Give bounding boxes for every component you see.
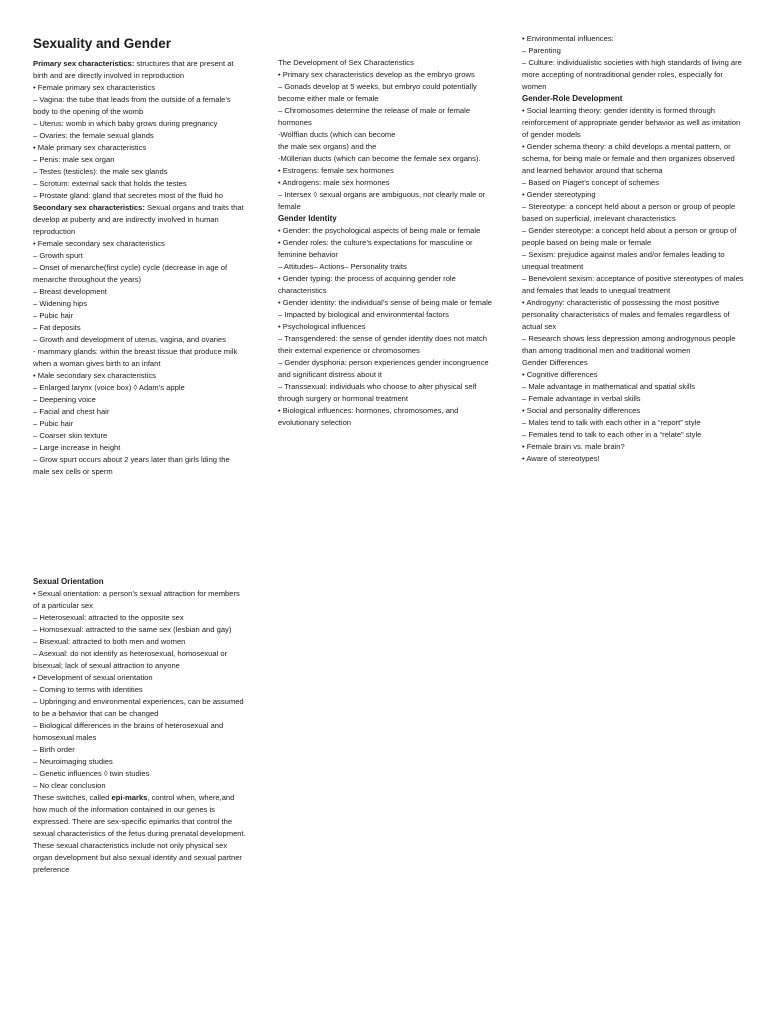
text-line: • Social learning theory: gender identity is formed through reinforcement of appropriate gender behavior as well as imitation of gender models (522, 106, 741, 139)
text-line: – Grow spurt occurs about 2 years later than girls lding the male sex cells or sperm (33, 455, 230, 476)
epimarks-post: , control when, where,and how much of the information contained in our genes is expressed. There are sex-specific epimarks that control the sexual characteristics of the fetus during prenatal development. These sexual characteristics include not only physical sex organ development but also sexual identity and sexual partner preference (33, 793, 246, 874)
text-line: • Androgyny: characteristic of possessing the most positive personality characteristics of males and females regardless of actual sex (522, 298, 730, 331)
text-line: – Birth order (33, 745, 75, 754)
text-line: – Scrotum: external sack that holds the testes (33, 179, 187, 188)
text-line: – Heterosexual: attracted to the opposite sex (33, 613, 184, 622)
page-title: Sexuality and Gender (33, 36, 172, 51)
text-line: • Social and personality differences (522, 406, 641, 415)
text-line: – Penis: male sex organ (33, 155, 115, 164)
text-line: • Estrogens: female sex hormones (278, 166, 394, 175)
secondary-sex-term: Secondary sex characteristics: (33, 203, 145, 212)
text-line: – Females tend to talk to each other in a “relate” style (522, 430, 702, 439)
text-line: – Impacted by biological and environmental factors (278, 310, 449, 319)
text-line: – Male advantage in mathematical and spatial skills (522, 382, 696, 391)
gender-identity-list (278, 225, 493, 429)
text-line: • Male primary sex characteristics (33, 143, 147, 152)
text-line: – Research shows less depression among androgynous people than among traditional men and traditional women (522, 334, 736, 355)
text-line: – Homosexual: attracted to the same sex (lesbian and gay) (33, 625, 232, 634)
text-line: • Male secondary sex characteristics (33, 371, 156, 380)
sexual-orientation-heading: Sexual Orientation (33, 577, 104, 586)
text-line: – Bisexual: attracted to both men and women (33, 637, 186, 646)
text-line: – Prostate gland: gland that secretes most of the fluid ho (33, 191, 223, 200)
text-line: – Attitudes– Actions– Personality traits (278, 262, 407, 271)
text-line: • Psychological influences (278, 322, 366, 331)
secondary-sex-list (33, 238, 248, 478)
column-4 (33, 576, 248, 876)
text-line: – Gonads develop at 5 weeks, but embryo could potentially become either male or female (278, 82, 477, 103)
text-line: – Coarser skin texture (33, 431, 108, 440)
text-line: – Culture: individualistic societies with high standards of living are more accepting of nontraditional gender roles, especially for women (522, 58, 742, 91)
text-line: – Female advantage in verbal skills (522, 394, 641, 403)
text-line: • Female brain vs. male brain? (522, 442, 625, 451)
text-line: • Gender stereotyping (522, 190, 596, 199)
secondary-sex-paragraph (33, 202, 248, 238)
primary-sex-definition: structures that are present at birth and are directly involved in reproduction (33, 59, 234, 80)
text-line: • Gender identity: the individual’s sense of being male or female (278, 298, 493, 307)
epimarks-pre: These switches, called (33, 793, 112, 802)
primary-sex-paragraph (33, 58, 248, 82)
text-line: - mammary glands: within the breast tissue that produce milk when a woman gives birth to an infant (33, 347, 238, 368)
text-line: • Gender: the psychological aspects of being male or female (278, 226, 481, 235)
secondary-sex-definition: Sexual organs and traits that develop at puberty and are indirectly involved in human reproduction (33, 203, 244, 236)
text-line: • Aware of stereotypes! (522, 454, 600, 463)
text-line: • Cognitive differences (522, 370, 598, 379)
text-line: – Gender stereotype: a concept held about a person or group of people based on being male or female (522, 226, 737, 247)
text-line: – Sexism: prejudice against males and/or females leading to unequal treatment (522, 250, 725, 271)
text-line: – Testes (testicles): the male sex glands (33, 167, 168, 176)
text-line: – Breast development (33, 287, 107, 296)
text-line: – Stereotype: a concept held about a person or group of people based on superficial, irrelevant characteristics (522, 202, 736, 223)
text-line: -Müllerian ducts (which can become the female sex organs). (278, 154, 481, 163)
text-line: – Gender dysphoria: person experiences gender incongruence and significant distress about it (278, 358, 489, 379)
text-line: – Large increase in height (33, 443, 121, 452)
text-line: – Biological differences in the brains of heterosexual and homosexual males (33, 721, 224, 742)
gender-role-heading: Gender-Role Development (522, 94, 623, 103)
primary-sex-list (33, 82, 248, 202)
text-line: – Males tend to talk with each other in a “report” style (522, 418, 701, 427)
text-line: – Neuroimaging studies (33, 757, 113, 766)
text-line: – Intersex ◊ sexual organs are ambiguous, not clearly male or female (278, 190, 486, 211)
text-line: – Coming to terms with identities (33, 685, 143, 694)
sexual-orientation-list (33, 588, 248, 792)
text-line: – Widening hips (33, 299, 88, 308)
text-line: • Gender roles: the culture’s expectations for masculine or feminine behavior (278, 238, 473, 259)
text-line: • Primary sex characteristics develop as the embryo grows (278, 70, 475, 79)
text-line: – Transsexual: individuals who choose to alter physical self through surgery or hormonal treatment (278, 382, 477, 403)
text-line: the male sex organs) and the (278, 142, 377, 151)
text-line: – No clear conclusion (33, 781, 106, 790)
text-line: – Uterus: womb in which baby grows during pregnancy (33, 119, 218, 128)
text-line: – Deepening voice (33, 395, 96, 404)
primary-sex-term: Primary sex characteristics: (33, 59, 135, 68)
text-line: – Parenting (522, 46, 561, 55)
epimarks-paragraph (33, 792, 248, 876)
text-line: – Asexual: do not identify as heterosexual, homosexual or bisexual; lack of sexual attraction to anyone (33, 649, 228, 670)
text-line: – Pubic hair (33, 311, 74, 320)
epimarks-term: epi-marks (111, 793, 148, 802)
text-line: – Onset of menarche(first cycle) cycle (decrease in age of menarche throughout the years) (33, 263, 228, 284)
text-line: The Development of Sex Characteristics (278, 58, 414, 67)
text-line: • Biological influences: hormones, chromosomes, and evolutionary selection (278, 406, 459, 427)
sex-development-list (278, 57, 493, 213)
text-line: – Pubic hair (33, 419, 74, 428)
text-line: – Fat deposits (33, 323, 81, 332)
text-line: – Growth spurt (33, 251, 83, 260)
column-1 (33, 36, 248, 478)
text-line: – Benevolent sexism: acceptance of positive stereotypes of males and females that leads to unequal treatment (522, 274, 744, 295)
column-2 (278, 57, 493, 429)
text-line: – Ovaries: the female sexual glands (33, 131, 154, 140)
text-line: • Sexual orientation: a person’s sexual attraction for members of a particular sex (33, 589, 240, 610)
text-line: – Growth and development of uterus, vagina, and ovaries (33, 335, 226, 344)
environmental-list (522, 33, 744, 93)
text-line: – Upbringing and environmental experiences, can be assumed to be a behavior that can be changed (33, 697, 244, 718)
text-line: – Genetic influences ◊ twin studies (33, 769, 150, 778)
text-line: • Androgens: male sex hormones (278, 178, 390, 187)
gender-identity-heading: Gender Identity (278, 214, 337, 223)
column-3 (522, 33, 744, 465)
text-line: • Female primary sex characteristics (33, 83, 156, 92)
gender-role-list (522, 105, 744, 465)
text-line: -Wolffian ducts (which can become (278, 130, 396, 139)
text-line: • Gender typing: the process of acquiring gender role characteristics (278, 274, 456, 295)
text-line: • Development of sexual orientation (33, 673, 153, 682)
text-line: Gender Differences (522, 358, 588, 367)
text-line: • Environmental influences: (522, 34, 614, 43)
text-line: • Female secondary sex characteristics (33, 239, 165, 248)
text-line: – Transgendered: the sense of gender identity does not match their external experience or chromosomes (278, 334, 487, 355)
text-line: – Based on Piaget’s concept of schemes (522, 178, 660, 187)
text-line: – Enlarged larynx (voice box) ◊ Adam’s apple (33, 383, 185, 392)
text-line: • Gender schema theory: a child develops a mental pattern, or schema, for being male or female and then organizes observed and learned behavior around that schema (522, 142, 735, 175)
text-line: – Vagina: the tube that leads from the outside of a female’s body to the opening of the womb (33, 95, 231, 116)
text-line: – Facial and chest hair (33, 407, 110, 416)
text-line: – Chromosomes determine the release of male or female hormones (278, 106, 471, 127)
